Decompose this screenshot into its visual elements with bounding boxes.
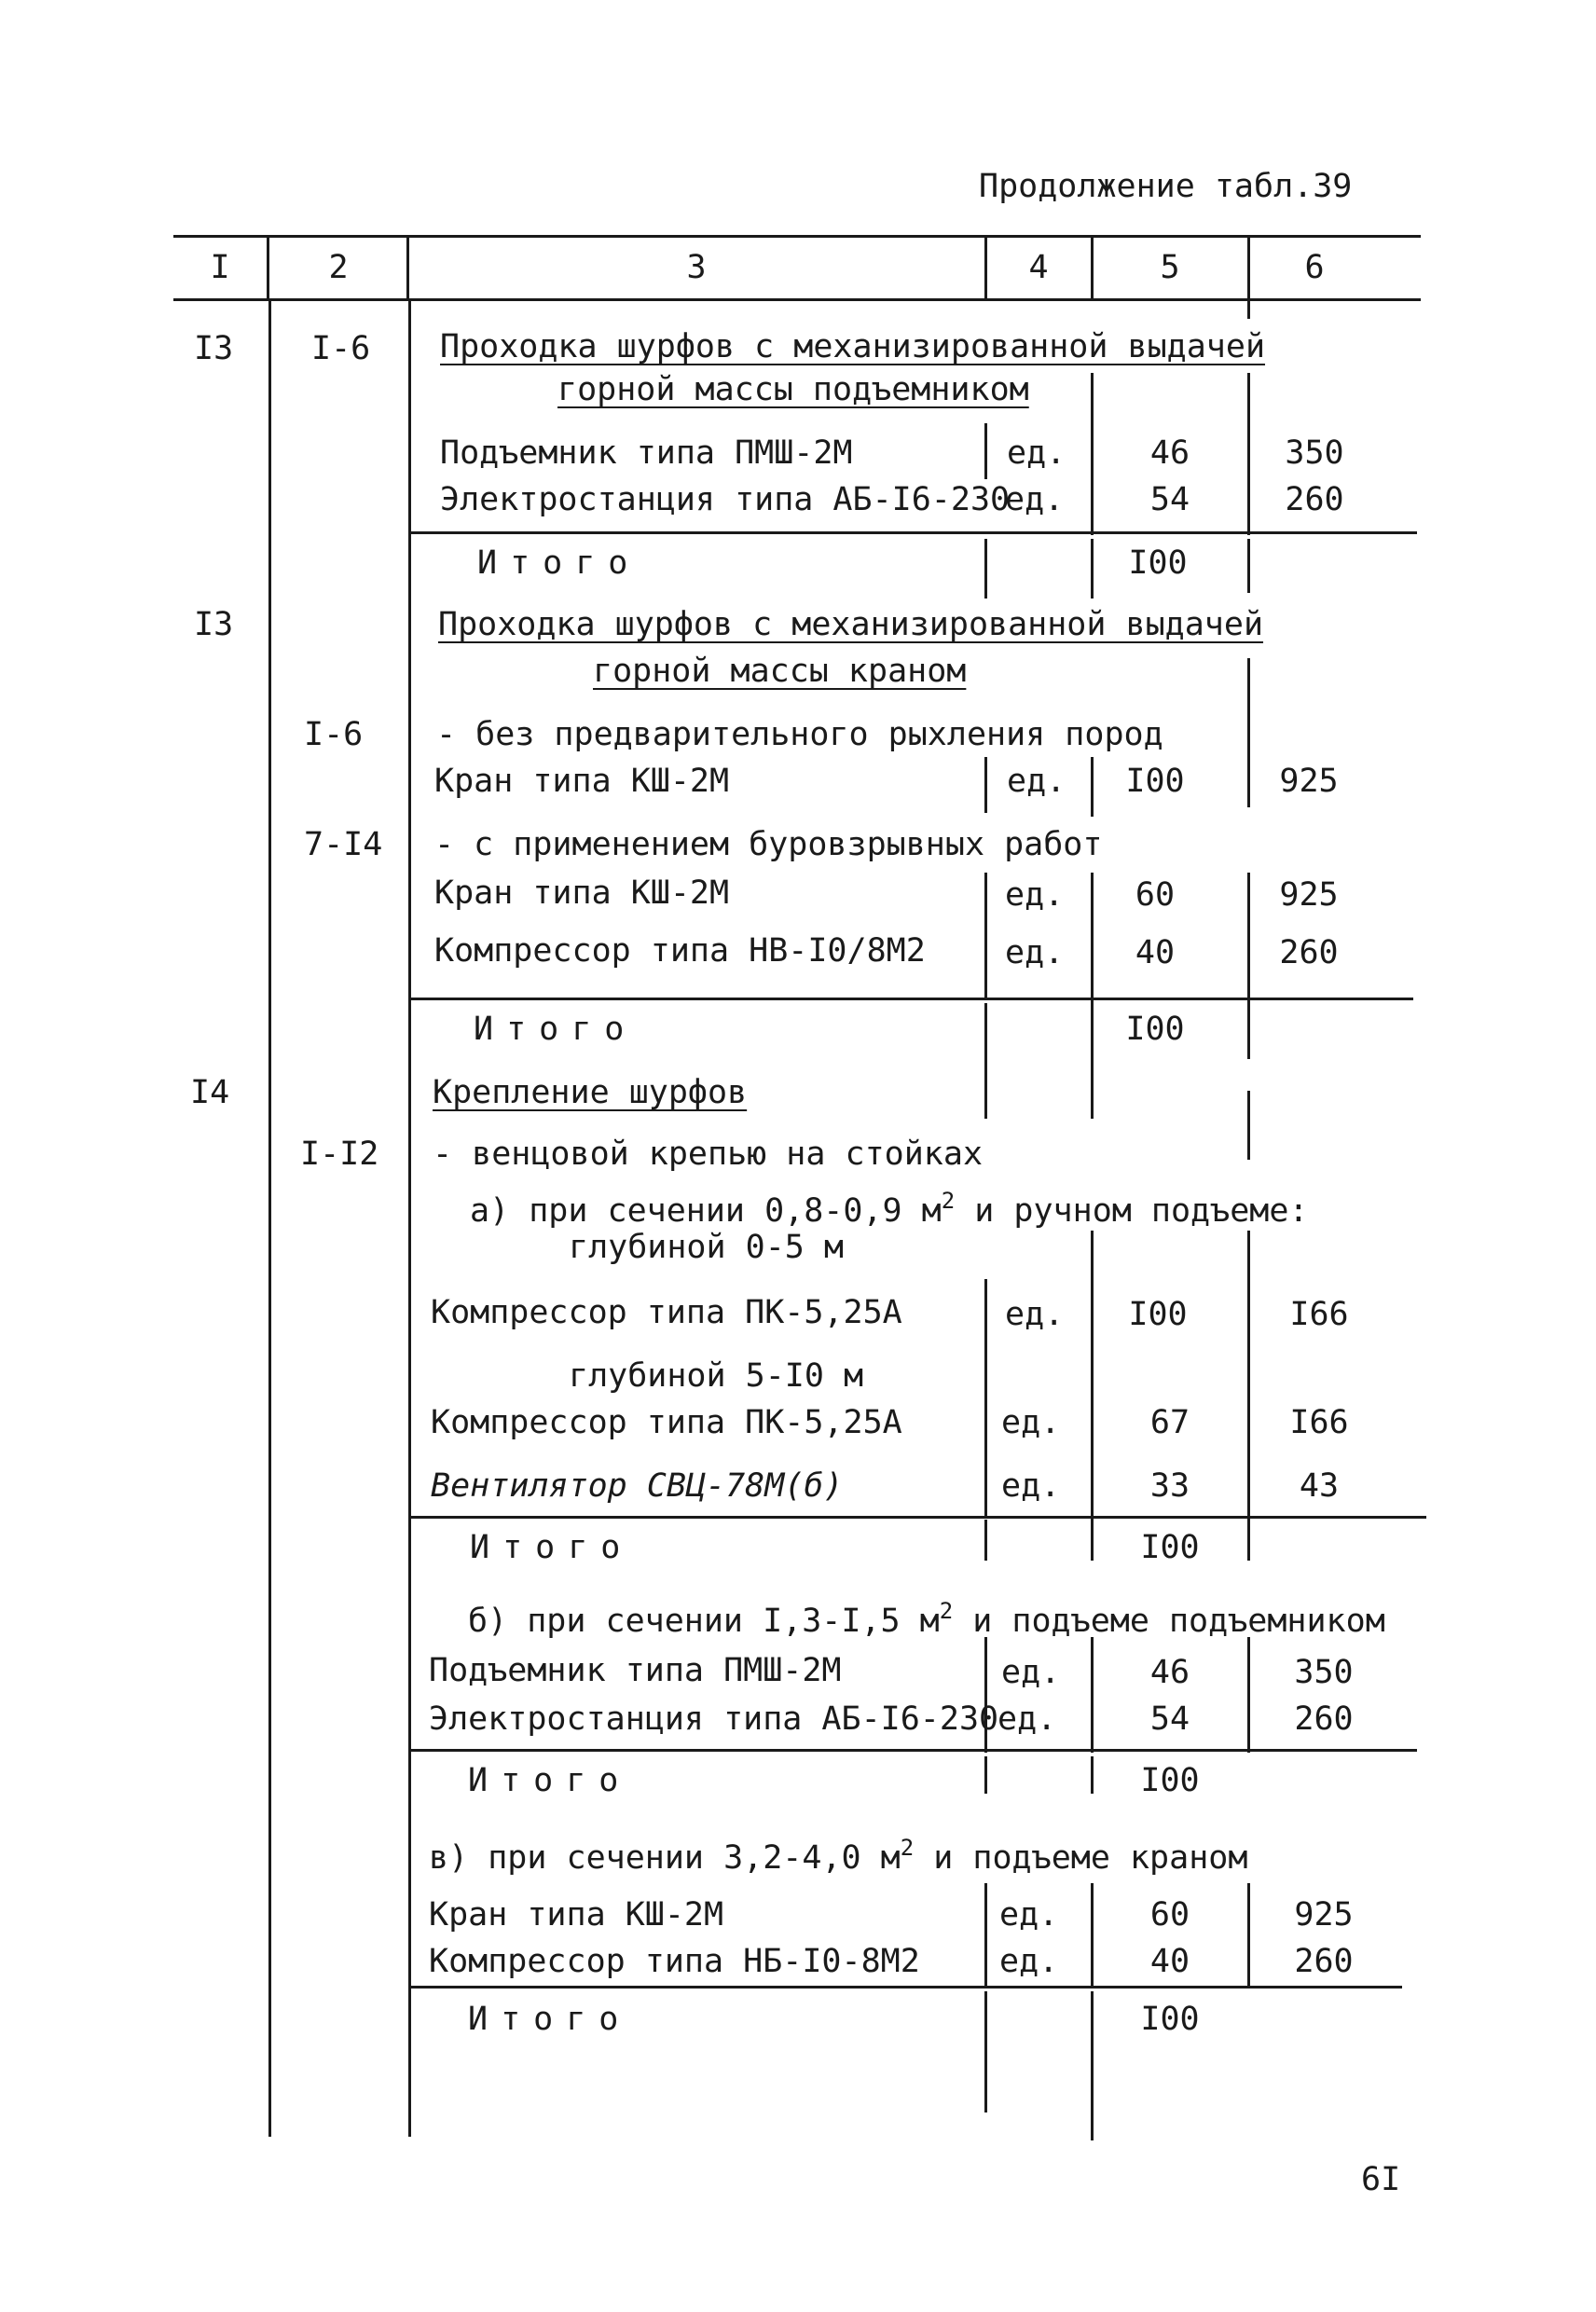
item-percent: 60	[1149, 1896, 1190, 1934]
col-border-3-4	[984, 1279, 987, 1518]
item-name: Электростанция типа АБ-I6-230	[440, 481, 1011, 518]
item-name: Кран типа КШ-2М	[429, 1896, 724, 1934]
total-value: I00	[1125, 1011, 1185, 1048]
total-label: Итого	[468, 1762, 632, 1799]
header-cell: 3	[686, 249, 707, 286]
item-unit: ед.	[999, 1896, 1059, 1934]
item-value: 925	[1279, 763, 1339, 800]
page-number: 6I	[1361, 2161, 1401, 2198]
table-caption: Продолжение табл.39	[979, 168, 1353, 205]
item-unit: ед.	[999, 1943, 1059, 1980]
col-border-2-3	[408, 300, 411, 2137]
item-name: Кран типа КШ-2М	[434, 874, 730, 912]
header-cell: 5	[1160, 249, 1180, 286]
col-border-4-5	[1091, 1883, 1094, 1988]
subsection-b	[468, 1592, 1385, 1640]
item-unit: ед.	[1005, 934, 1065, 971]
total-value: I00	[1140, 2001, 1200, 2038]
item-unit: ед.	[1001, 1467, 1061, 1505]
row-range: I-I2	[300, 1135, 379, 1173]
col-border-5-6	[1247, 539, 1250, 593]
item-unit: ед.	[1001, 1404, 1061, 1441]
col-border-3-4	[984, 539, 987, 599]
col-border-1-2	[268, 300, 271, 2137]
item-name: Компрессор типа НВ-I0/8М2	[434, 932, 926, 970]
section-title: Проходка шурфов с механизированной выдачей	[438, 606, 1264, 643]
item-percent: 54	[1149, 1700, 1190, 1738]
col-border-3-4	[984, 1003, 987, 1119]
item-unit: ед.	[1005, 876, 1065, 914]
section-title: горной массы подъемником	[557, 371, 1029, 408]
subsection-c	[429, 1829, 1247, 1877]
item-unit: ед.	[1007, 434, 1066, 472]
col-border-3-4	[984, 1991, 987, 2112]
item-value: 260	[1279, 934, 1339, 971]
item-name: Подъемник типа ПМШ-2М	[429, 1652, 842, 1689]
total-divider	[410, 1516, 1426, 1519]
item-percent: I00	[1128, 1296, 1188, 1333]
subsection-a	[470, 1182, 1308, 1230]
item-percent: 40	[1149, 1943, 1190, 1980]
total-label: Итого	[468, 2001, 632, 2038]
item-value: 925	[1294, 1896, 1354, 1934]
item-value: I66	[1289, 1404, 1349, 1441]
col-border-4-5	[1091, 1991, 1094, 2140]
section-title: Проходка шурфов с механизированной выдачей	[440, 328, 1266, 365]
item-value: 260	[1294, 1943, 1354, 1980]
item-name: Компрессор типа ПК-5,25А	[431, 1404, 902, 1441]
subsection-label: - с применением буровзрывных работ	[434, 826, 1103, 863]
subsection-a-tail: и ручном подъеме:	[955, 1192, 1309, 1230]
row-number: I4	[190, 1074, 230, 1111]
item-value: 260	[1294, 1700, 1354, 1738]
col-border-4-5	[1091, 1637, 1094, 1753]
table-top-border	[173, 235, 1421, 238]
subsection-label: - венцовой крепью на стойках	[433, 1135, 984, 1173]
item-value: 350	[1285, 434, 1344, 472]
item-value: 925	[1279, 876, 1339, 914]
col-border-3-4	[984, 423, 987, 479]
depth-label: глубиной 0-5 м	[569, 1229, 845, 1266]
col-border-5-6	[1247, 1520, 1250, 1561]
item-value: I66	[1289, 1296, 1349, 1333]
item-percent: 60	[1135, 876, 1176, 914]
col-border-4-5	[1091, 1520, 1094, 1561]
total-divider	[410, 1986, 1402, 1989]
item-name: Вентилятор СВЦ-78М(б)	[431, 1467, 844, 1505]
total-divider	[410, 1749, 1417, 1752]
col-border-4-5	[1091, 1231, 1094, 1520]
item-value: 260	[1285, 481, 1344, 518]
subsection-b-text: б) при сечении I,3-I,5 м	[468, 1603, 940, 1640]
row-range: I-6	[304, 716, 364, 753]
item-name: Подъемник типа ПМШ-2М	[440, 434, 853, 472]
item-unit: ед.	[1001, 1654, 1061, 1691]
section-title: Крепление шурфов	[433, 1074, 748, 1111]
total-divider	[410, 531, 1417, 534]
col-border-3-4	[984, 1520, 987, 1561]
item-unit: ед.	[1005, 1296, 1065, 1333]
col-border-5-6	[1247, 1003, 1250, 1059]
header-cell: 4	[1028, 249, 1049, 286]
col-border-4-5	[1091, 1756, 1094, 1794]
header-cell: 2	[328, 249, 349, 286]
item-unit: ед.	[1005, 481, 1065, 518]
item-percent: 33	[1149, 1467, 1190, 1505]
col-border-5-6	[1247, 1091, 1250, 1160]
row-range: I-6	[311, 330, 371, 367]
item-percent: 67	[1149, 1404, 1190, 1441]
row-number: I3	[194, 330, 234, 367]
row-range: 7-I4	[304, 826, 383, 863]
item-unit: ед.	[998, 1700, 1057, 1738]
subsection-label: - без предварительного рыхления пород	[436, 716, 1163, 753]
col-border-3-4	[984, 757, 987, 813]
total-label: Итого	[474, 1011, 638, 1048]
depth-label: глубиной 5-I0 м	[569, 1357, 864, 1395]
item-value: 43	[1299, 1467, 1340, 1505]
total-value: I00	[1128, 544, 1188, 582]
item-name: Компрессор типа НБ-I0-8М2	[429, 1943, 920, 1980]
item-percent: 46	[1149, 434, 1190, 472]
subsection-a-text: а) при сечении 0,8-0,9 м	[470, 1192, 942, 1230]
total-label: Итого	[470, 1529, 634, 1566]
col-border-3-4	[984, 873, 987, 999]
col-border-5-6	[1247, 300, 1250, 319]
header-cell: I	[210, 249, 230, 286]
item-unit: ед.	[1007, 763, 1066, 800]
item-percent: 46	[1149, 1654, 1190, 1691]
col-border-3-4	[984, 1756, 987, 1794]
section-title: горной массы краном	[593, 653, 967, 690]
total-value: I00	[1140, 1762, 1200, 1799]
header-cell: 6	[1304, 249, 1325, 286]
item-percent: 54	[1149, 481, 1190, 518]
item-value: 350	[1294, 1654, 1354, 1691]
row-number: I3	[194, 606, 234, 643]
item-name: Кран типа КШ-2М	[434, 763, 730, 800]
item-name: Электростанция типа АБ-I6-230	[429, 1700, 999, 1738]
superscript: 2	[941, 1188, 956, 1214]
col-border-3-4	[984, 1883, 987, 1988]
item-percent: I00	[1125, 763, 1185, 800]
subsection-c-tail: и подъеме краном	[914, 1839, 1248, 1877]
superscript: 2	[900, 1835, 915, 1861]
superscript: 2	[939, 1598, 954, 1624]
header-bottom-border	[173, 298, 1421, 301]
item-percent: 40	[1135, 934, 1176, 971]
subsection-b-tail: и подъеме подъемником	[953, 1603, 1385, 1640]
item-name: Компрессор типа ПК-5,25А	[431, 1294, 902, 1331]
total-label: Итого	[477, 544, 641, 582]
total-divider	[410, 998, 1413, 1000]
total-value: I00	[1140, 1529, 1200, 1566]
subsection-c-text: в) при сечении 3,2-4,0 м	[429, 1839, 901, 1877]
